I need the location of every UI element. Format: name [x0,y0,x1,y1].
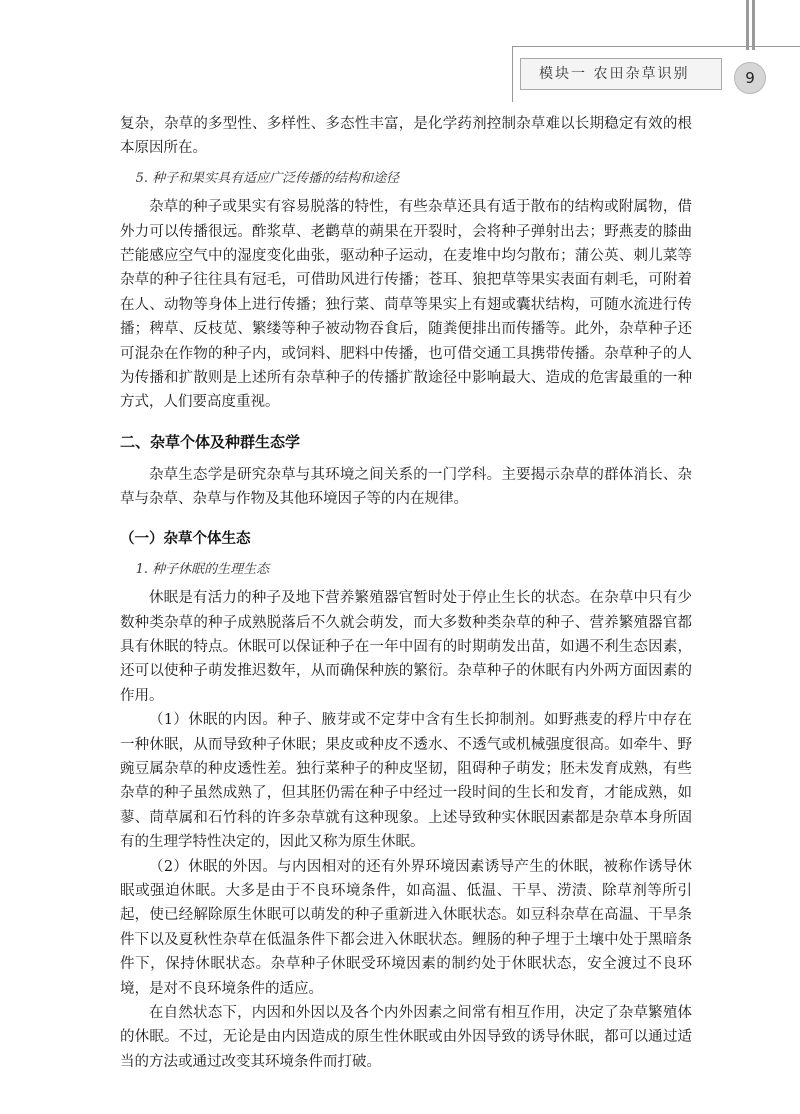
paragraph-external-causes: （2）休眠的外因。与内因相对的还有外界环境因素诱导产生的休眠，被称作诱导休眠或强迫休眠。大多是由于不良环境条件，如高温、低温、干旱、涝渍、除草剂等所引起，使已经解除原生休眠可以萌发的种子重新进入休眠状态。如豆科杂草在高温、干旱条件下以及夏秋性杂草在低温条件下都会进入休眠状态。鲤肠的种子埋于土壤中处于黑暗条件下，保持休眠状态。杂草种子休眠受环境因素的制约处于休眠状态，安全渡过不良环境，是对不良环境条件的适应。 [120,858,692,997]
page-body [120,112,692,1074]
paragraph-dispersal: 杂草的种子或果实有容易脱落的特性，有些杂草还具有适于散布的结构或附属物，借外力可以传播很远。酢浆草、老鹳草的蒴果在开裂时，会将种子弹射出去；野燕麦的膝曲芒能感应空气中的湿度变化曲张，驱动种子运动，在麦堆中均匀散布；蒲公英、刺儿菜等杂草的种子往往具有冠毛，可借助风进行传播；苍耳、狼把草等果实表面有刺毛，可附着在人、动物等身体上进行传播；独行菜、茼草等果实上有翅或囊状结构，可随水流进行传播；稗草、反枝苋、繁缕等种子被动物吞食后，随粪便排出而传播等。此外，杂草种子还可混杂在作物的种子内，或饲料、肥料中传播，也可借交通工具携带传播。杂草种子的人为传播和扩散则是上述所有杂草种子的传播扩散途径中影响最大、造成的危害最重的一种方式，人们要高度重视。 [120,199,692,411]
paragraph-dormancy: 休眠是有活力的种子及地下营养繁殖器官暂时处于停止生长的状态。在杂草中只有少数种类杂草的种子成熟脱落后不久就会萌发，而大多数种类杂草的种子、营养繁殖器官都具有休眠的特点。休眠可以保证种子在一年中固有的时期萌发出苗，如遇不利生态因素，还可以使种子萌发推迟数年，从而确保种族的繁衍。杂草种子的休眠有内外两方面因素的作用。 [120,590,692,704]
running-title: 模块一 农田杂草识别 [520,58,722,90]
section-heading-2: 二、杂草个体及种群生态学 [120,432,301,451]
subsection-heading-1: （一）杂草个体生态 [120,530,251,547]
paragraph-continued: 复杂，杂草的多型性、多样性、多态性丰富，是化学药剂控制杂草难以长期稳定有效的根本原因所在。 [120,116,692,157]
header-decor-bar [752,0,755,50]
paragraph-internal-causes: （1）休眠的内因。种子、腋芽或不定芽中含有生长抑制剂。如野燕麦的稃片中存在一种休眠，从而导致种子休眠；果皮或种皮不透水、不透气或机械强度很高。如牵牛、野豌豆属杂草的种皮透性差。独行菜种子的种皮坚韧，阻碍种子萌发；胚未发育成熟，有些杂草的种子虽然成熟了，但其胚仍需在种子中经过一段时间的生长和发育，才能成熟，如蓼、茼草属和石竹科的许多杂草就有这种现象。上述导致种实休眠因素都是杂草本身所固有的生理学特性决定的，因此又称为原生休眠。 [120,712,692,851]
header-decor-bar [746,0,749,50]
subheading-5: 5. 种子和果实具有适应广泛传播的结构和途径 [135,170,400,186]
page-number: 9 [734,62,766,94]
header-rule-vertical [512,46,513,102]
paragraph-conclusion: 在自然状态下，内因和外因以及各个内外因素之间常有相互作用，决定了杂草繁殖体的休眠。不过，无论是由内因造成的原生性休眠或由外因导致的诱导休眠，都可以通过适当的方法或通过改变其环境条件而打破。 [120,1005,692,1070]
subheading-dormancy: 1. 种子休眠的生理生态 [135,561,270,577]
paragraph-ecology-intro: 杂草生态学是研究杂草与其环境之间关系的一门学科。主要揭示杂草的群体消长、杂草与杂草、杂草与作物及其他环境因子等的内在规律。 [120,466,692,508]
header-rule-horizontal [512,46,800,47]
